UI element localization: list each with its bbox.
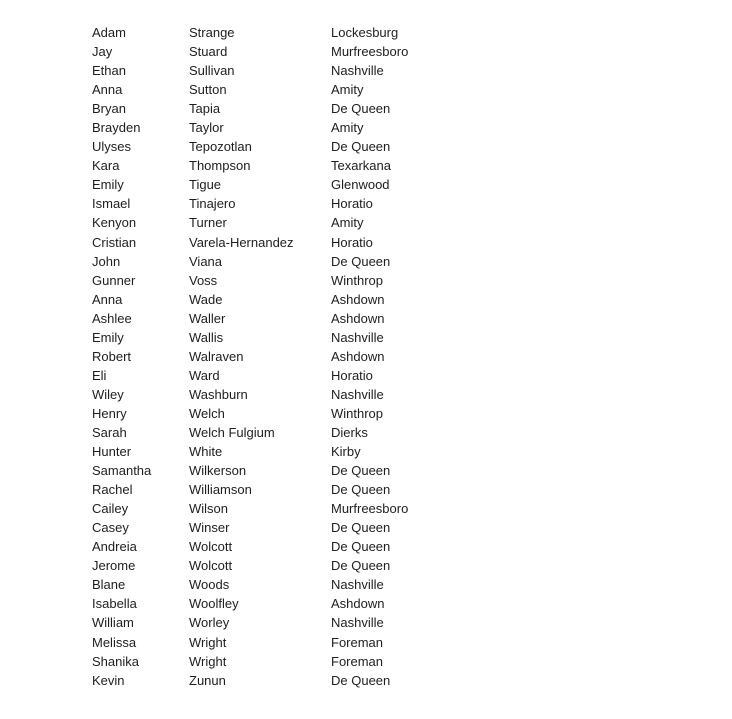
last-name-cell: Wolcott <box>189 539 233 555</box>
last-name-cell: Varela-Hernandez <box>189 234 294 250</box>
last-name-cell: Welch Fulgium <box>189 424 275 440</box>
first-name-cell: Isabella <box>92 596 137 612</box>
city-cell: Horatio <box>331 196 373 212</box>
last-name-cell: Wright <box>189 634 227 650</box>
last-name-cell: Tapia <box>189 101 221 117</box>
first-name-cell: Rachel <box>92 482 133 498</box>
table-row <box>92 385 451 404</box>
table-row <box>92 613 451 632</box>
city-cell: De Queen <box>331 101 391 117</box>
name-list-table <box>92 23 451 690</box>
city-cell: Dierks <box>331 424 368 440</box>
city-cell: Ashdown <box>331 310 385 326</box>
first-name-cell: Ismael <box>92 196 131 212</box>
last-name-cell: Wade <box>189 291 223 307</box>
last-name-cell: Viana <box>189 253 223 269</box>
last-name-cell: Woolfley <box>189 596 239 612</box>
last-name-cell: Wolcott <box>189 558 233 574</box>
first-name-cell: Melissa <box>92 634 137 650</box>
last-name-cell: Sullivan <box>189 63 235 79</box>
last-name-cell: Woods <box>189 577 230 593</box>
table-row <box>92 671 451 690</box>
first-name-cell: Sarah <box>92 424 127 440</box>
first-name-cell: Cristian <box>92 234 137 250</box>
table-row <box>92 575 451 594</box>
table-row <box>92 556 451 575</box>
city-cell: De Queen <box>331 482 391 498</box>
table-row <box>92 633 451 652</box>
table-row <box>92 328 451 347</box>
last-name-cell: Sutton <box>189 82 227 98</box>
first-name-cell: Samantha <box>92 463 152 479</box>
table-row <box>92 461 451 480</box>
last-name-cell: Walraven <box>189 348 244 364</box>
table-row <box>92 442 451 461</box>
last-name-cell: Taylor <box>189 120 224 136</box>
table-row <box>92 80 451 99</box>
city-cell: Horatio <box>331 234 373 250</box>
city-cell: Murfreesboro <box>331 501 409 517</box>
first-name-cell: Gunner <box>92 272 136 288</box>
city-cell: De Queen <box>331 463 391 479</box>
table-row <box>92 137 451 156</box>
table-row <box>92 99 451 118</box>
name-list-body <box>92 23 451 690</box>
last-name-cell: Tigue <box>189 177 222 193</box>
last-name-cell: Tinajero <box>189 196 236 212</box>
first-name-cell: Jerome <box>92 558 136 574</box>
first-name-cell: Cailey <box>92 501 129 517</box>
first-name-cell: Anna <box>92 82 123 98</box>
first-name-cell: Hunter <box>92 444 132 460</box>
city-cell: Foreman <box>331 634 384 650</box>
first-name-cell: Bryan <box>92 101 126 117</box>
last-name-cell: White <box>189 444 223 460</box>
table-row <box>92 156 451 175</box>
city-cell: De Queen <box>331 253 391 269</box>
city-cell: Nashville <box>331 386 384 402</box>
first-name-cell: Emily <box>92 177 124 193</box>
first-name-cell: Jay <box>92 44 113 60</box>
table-row <box>92 518 451 537</box>
city-cell: Nashville <box>331 63 384 79</box>
first-name-cell: Ulyses <box>92 139 132 155</box>
city-cell: Nashville <box>331 577 384 593</box>
table-row <box>92 347 451 366</box>
city-cell: De Queen <box>331 520 391 536</box>
first-name-cell: Ethan <box>92 63 126 79</box>
last-name-cell: Tepozotlan <box>189 139 252 155</box>
last-name-cell: Strange <box>189 25 235 40</box>
table-row <box>92 271 451 290</box>
first-name-cell: John <box>92 253 121 269</box>
last-name-cell: Welch <box>189 405 225 421</box>
city-cell: Winthrop <box>331 405 384 421</box>
last-name-cell: Waller <box>189 310 226 326</box>
city-cell: De Queen <box>331 139 391 155</box>
last-name-cell: Wright <box>189 653 227 669</box>
table-row <box>92 366 451 385</box>
city-cell: Ashdown <box>331 596 385 612</box>
city-cell: Nashville <box>331 615 384 631</box>
first-name-cell: Shanika <box>92 653 139 669</box>
last-name-cell: Williamson <box>189 482 252 498</box>
city-cell: Nashville <box>331 329 384 345</box>
first-name-cell: Emily <box>92 329 124 345</box>
table-row <box>92 213 451 232</box>
table-row <box>92 118 451 137</box>
city-cell: De Queen <box>331 539 391 555</box>
table-row <box>92 652 451 671</box>
table-row <box>92 537 451 556</box>
table-row <box>92 252 451 271</box>
city-cell: Kirby <box>331 444 361 460</box>
last-name-cell: Wilkerson <box>189 463 247 479</box>
first-name-cell: Ashlee <box>92 310 132 326</box>
first-name-cell: Robert <box>92 348 132 364</box>
last-name-cell: Voss <box>189 272 218 288</box>
last-name-cell: Wallis <box>189 329 224 345</box>
last-name-cell: Washburn <box>189 386 248 402</box>
city-cell: Amity <box>331 120 364 136</box>
table-row <box>92 23 451 42</box>
last-name-cell: Turner <box>189 215 227 231</box>
city-cell: Foreman <box>331 653 384 669</box>
first-name-cell: William <box>92 615 134 631</box>
first-name-cell: Adam <box>92 25 126 40</box>
last-name-cell: Wilson <box>189 501 229 517</box>
city-cell: De Queen <box>331 672 391 688</box>
city-cell: Ashdown <box>331 291 385 307</box>
first-name-cell: Brayden <box>92 120 141 136</box>
city-cell: Texarkana <box>331 158 391 174</box>
city-cell: De Queen <box>331 558 391 574</box>
first-name-cell: Eli <box>92 367 107 383</box>
table-row <box>92 423 451 442</box>
table-row <box>92 290 451 309</box>
first-name-cell: Casey <box>92 520 129 536</box>
table-row <box>92 480 451 499</box>
last-name-cell: Ward <box>189 367 220 383</box>
table-row <box>92 309 451 328</box>
first-name-cell: Andreia <box>92 539 137 555</box>
table-row <box>92 594 451 613</box>
city-cell: Ashdown <box>331 348 385 364</box>
first-name-cell: Blane <box>92 577 126 593</box>
first-name-cell: Anna <box>92 291 123 307</box>
table-row <box>92 61 451 80</box>
last-name-cell: Zunun <box>189 672 226 688</box>
city-cell: Amity <box>331 82 364 98</box>
city-cell: Horatio <box>331 367 373 383</box>
first-name-cell: Wiley <box>92 386 124 402</box>
table-row <box>92 42 451 61</box>
city-cell: Murfreesboro <box>331 44 409 60</box>
table-row <box>92 194 451 213</box>
first-name-cell: Henry <box>92 405 127 421</box>
table-row <box>92 499 451 518</box>
table-row <box>92 404 451 423</box>
first-name-cell: Kenyon <box>92 215 137 231</box>
table-row <box>92 175 451 194</box>
city-cell: Amity <box>331 215 364 231</box>
last-name-cell: Winser <box>189 520 230 536</box>
first-name-cell: Kara <box>92 158 120 174</box>
first-name-cell: Kevin <box>92 672 125 688</box>
last-name-cell: Worley <box>189 615 230 631</box>
last-name-cell: Stuard <box>189 44 228 60</box>
city-cell: Winthrop <box>331 272 384 288</box>
city-cell: Lockesburg <box>331 25 399 40</box>
city-cell: Glenwood <box>331 177 390 193</box>
last-name-cell: Thompson <box>189 158 251 174</box>
table-row <box>92 233 451 252</box>
